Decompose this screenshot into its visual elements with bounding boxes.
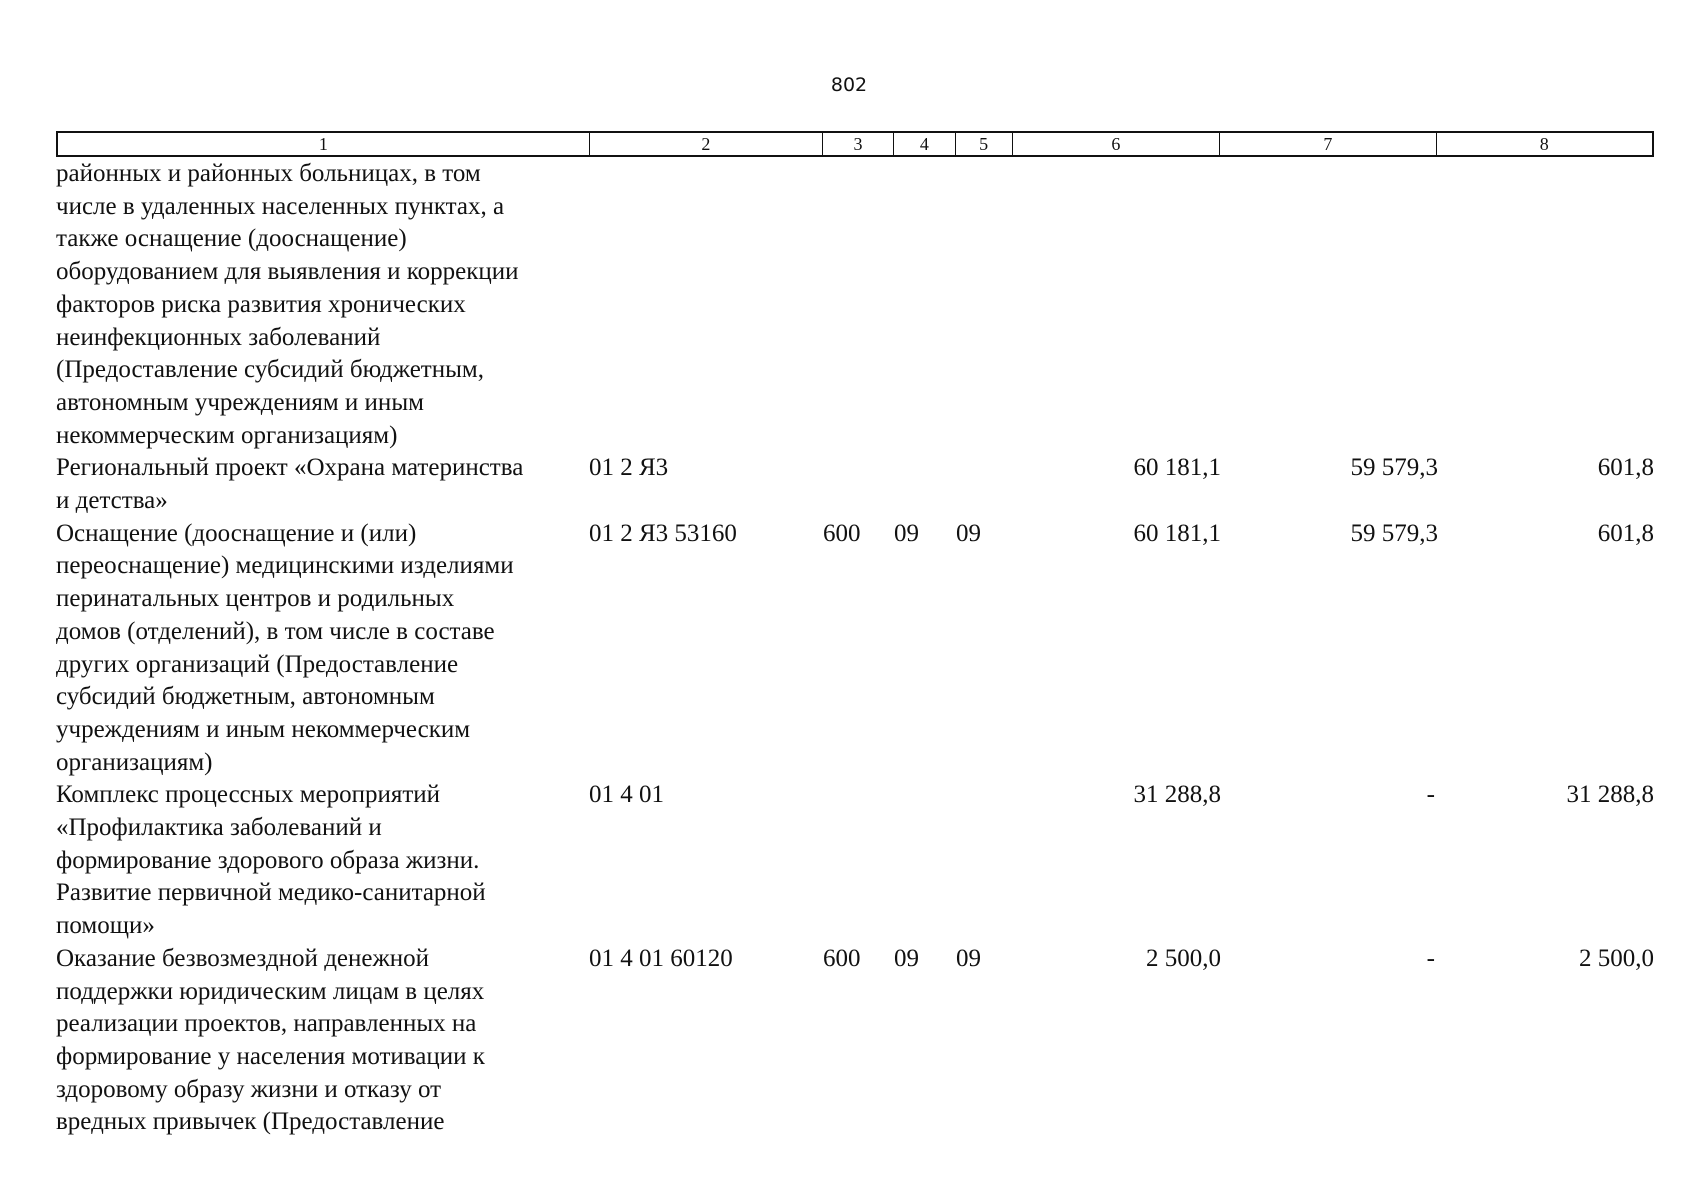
row-pr	[956, 779, 1013, 943]
table-row	[56, 779, 1654, 943]
header-col-4: 4	[894, 133, 956, 155]
table-row	[56, 158, 1654, 452]
row-reg: 601,8	[1597, 519, 1654, 547]
row-vr: 600	[823, 944, 861, 972]
row-code: 01 4 01 60120	[589, 944, 733, 972]
row-rz	[894, 779, 956, 943]
row-vr	[823, 452, 894, 517]
row-pr: 09	[956, 519, 981, 547]
row-pr	[956, 158, 1013, 452]
row-rz: 09	[894, 519, 919, 547]
table-body	[56, 158, 1654, 1139]
row-code: 01 4 01	[589, 781, 664, 809]
row-name: Оказание безвозмездной денежной поддержки юридическим лицам в целях реализации проектов, направленных на формирование у населения мотивации к здоровому образу жизни и отказу от вредных привычек (Предоставление	[56, 944, 485, 1136]
row-fed	[1221, 158, 1438, 452]
row-pr	[956, 452, 1013, 517]
row-fed: -	[1426, 944, 1435, 972]
table-row	[56, 943, 1654, 1139]
header-col-2: 2	[590, 133, 823, 155]
row-name: Региональный проект «Охрана материнства и детства»	[56, 454, 524, 515]
row-fed: 59 579,3	[1350, 454, 1438, 482]
row-pr: 09	[956, 944, 981, 972]
header-col-1: 1	[58, 133, 590, 155]
row-total	[1013, 158, 1221, 452]
table-header	[56, 131, 1654, 157]
row-name: Оснащение (дооснащение и (или) переоснащение) медицинскими изделиями перинатальных центров и родильных домов (отделений), в том числе в составе других организаций (Предоставление субсидий бюджетным, автономным учреждениям и иным некоммерческим организациям)	[56, 519, 514, 776]
row-total: 60 181,1	[1133, 454, 1221, 482]
header-col-7: 7	[1220, 133, 1436, 155]
row-total: 2 500,0	[1146, 944, 1221, 972]
row-name: Комплекс процессных мероприятий «Профилактика заболеваний и формирование здорового образа жизни. Развитие первичной медико-санитарной помощи»	[56, 781, 486, 940]
header-col-8: 8	[1539, 134, 1549, 154]
row-total: 60 181,1	[1133, 519, 1221, 547]
row-reg: 31 288,8	[1566, 781, 1654, 809]
row-code	[589, 158, 823, 452]
row-fed: -	[1426, 781, 1435, 809]
row-reg: 2 500,0	[1579, 944, 1654, 972]
row-vr	[823, 158, 894, 452]
row-rz	[894, 452, 956, 517]
header-col-6: 6	[1013, 133, 1220, 155]
table-row	[56, 452, 1654, 517]
header-col-3: 3	[823, 133, 894, 155]
row-code: 01 2 Я3	[589, 454, 669, 482]
row-total: 31 288,8	[1133, 781, 1221, 809]
row-rz: 09	[894, 944, 919, 972]
table-row	[56, 518, 1654, 780]
row-code: 01 2 Я3 53160	[589, 519, 737, 547]
row-name: районных и районных больницах, в том числе в удаленных населенных пунктах, а также оснащение (дооснащение) оборудованием для выявления и коррекции факторов риска развития хронических неинфекционных заболеваний (Предоставление субсидий бюджетным, автономным учреждениям и иным некоммерческим организациям)	[56, 160, 519, 449]
row-vr: 600	[823, 519, 861, 547]
row-vr	[823, 779, 894, 943]
row-rz	[894, 158, 956, 452]
page-number: 802	[830, 74, 868, 96]
row-fed: 59 579,3	[1350, 519, 1438, 547]
row-reg	[1438, 158, 1654, 452]
header-col-5: 5	[956, 133, 1013, 155]
row-reg: 601,8	[1597, 454, 1654, 482]
